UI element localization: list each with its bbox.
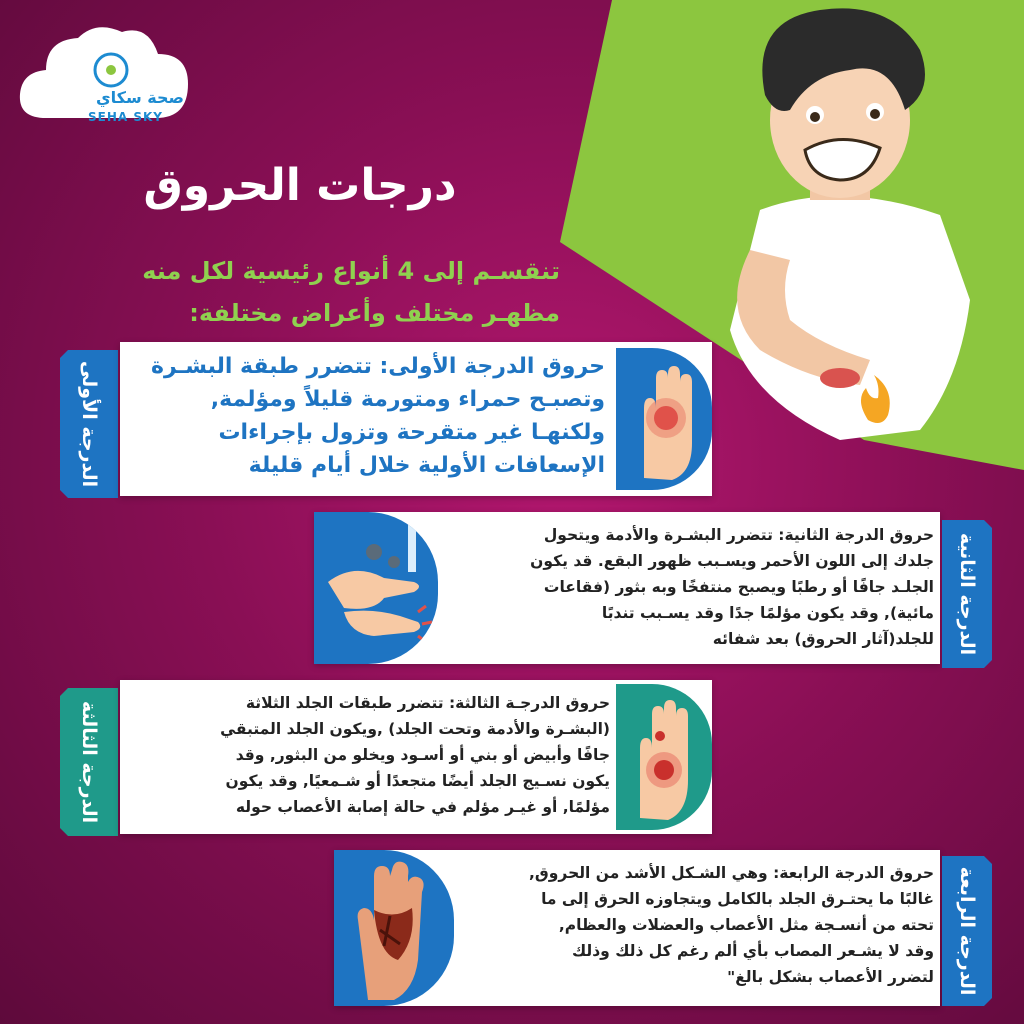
text-line: حروق الدرجة الأولى: تتضرر طبقة البشـرة (151, 354, 605, 379)
text-line: الجلـد جافًا أو رطبًا ويصبح منتفخًا وبه بثور (فقاعات (543, 578, 934, 596)
logo-arabic-text: صحة سكاي (96, 88, 184, 107)
text-line: حروق الدرجة الرابعة: وهي الشـكل الأشد من الحروق, (529, 864, 934, 882)
text-line: يكون نسـيج الجلد أيضًا متجعدًا أو شـمعيًا, وقد يكون (225, 772, 610, 790)
text-line: جلدك إلى اللون الأحمر ويسـبب ظهور البقع. قد يكون (530, 552, 934, 570)
tab-third-degree (60, 688, 118, 836)
logo-english-text: SEHA SKY (88, 110, 163, 124)
seha-sky-logo (16, 18, 192, 134)
tab-second-degree (942, 520, 992, 668)
text-line: الإسعافات الأولية خلال أيام قليلة (248, 453, 605, 478)
hands-under-water-icon (314, 512, 438, 664)
burned-hand-first-degree-icon (616, 348, 712, 490)
tab-first-degree (60, 350, 118, 498)
card-second-degree-text (446, 522, 934, 652)
text-line: (البشـرة والأدمة وتحت الجلد) ,ويكون الجلد المتبقي (220, 720, 610, 738)
card-third-degree (120, 680, 712, 834)
card-first-degree (120, 342, 712, 496)
card-third-degree-text (128, 690, 610, 820)
page-subtitle (60, 250, 560, 334)
tab-fourth-degree (942, 856, 992, 1006)
text-line: تحته من أنسـجة مثل الأعصاب والعضلات والعظام, (558, 916, 934, 934)
text-line: جافًا وأبيض أو بني أو أسـود ويخلو من البثور, وقد (235, 746, 610, 764)
card-fourth-degree-text (458, 860, 934, 990)
boy-in-pain-illustration (690, 0, 1024, 440)
text-line: ولكنهـا غير متقرحة وتزول بإجراءات (218, 420, 605, 445)
text-line: مؤلمًا, أو غيـر مؤلم في حالة إصابة الأعصاب حوله (235, 798, 610, 816)
text-line: وقد لا يشـعر المصاب بأي ألم رغم كل ذلك وذلك (571, 942, 934, 960)
text-line: مائية), وقد يكون مؤلمًا جدًا وقد يسـبب تندبًا (601, 604, 934, 622)
text-line: للجلد(آثار الحروق) بعد شفائه (712, 630, 934, 648)
burned-hand-third-degree-icon (616, 684, 712, 830)
card-second-degree (314, 512, 940, 664)
subtitle-line-1: تنقسـم إلى 4 أنواع رئيسية لكل منه (142, 257, 560, 285)
tab-fourth-degree-label: الدرجة الرابعة (956, 866, 978, 996)
card-first-degree-text (130, 350, 605, 482)
text-line: وتصبـح حمراء ومتورمة قليلاً ومؤلمة, (210, 387, 605, 412)
page-title: درجات الحروق (143, 160, 457, 211)
text-line: حروق الدرجة الثانية: تتضرر البشـرة والأدمة ويتحول (543, 526, 934, 544)
text-line: حروق الدرجـة الثالثة: تتضرر طبقات الجلد الثلاثة (245, 694, 610, 712)
tab-first-degree-label: الدرجة الأولى (78, 360, 100, 488)
tab-third-degree-label: الدرجة الثالثة (78, 700, 100, 824)
tab-second-degree-label: الدرجة الثانية (956, 532, 978, 656)
card-fourth-degree (334, 850, 940, 1006)
subtitle-line-2: مظهـر مختلف وأعراض مختلفة: (189, 299, 560, 327)
text-line: غالبًا ما يحتـرق الجلد بالكامل ويتجاوزه الحرق إلى ما (541, 890, 934, 908)
text-line: لتضرر الأعصاب بشكل بالغ" (727, 968, 934, 986)
burned-hand-fourth-degree-icon (334, 850, 454, 1006)
